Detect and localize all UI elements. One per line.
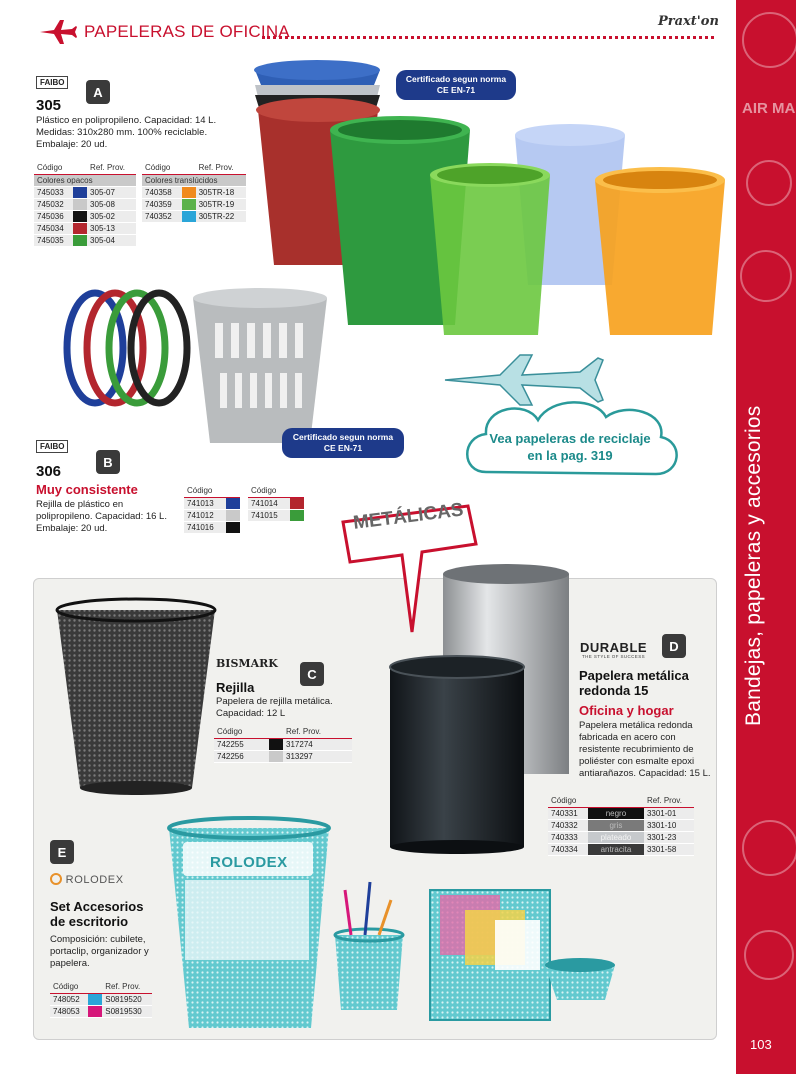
table-row <box>50 1005 152 1017</box>
cell-code: 740332 <box>548 819 588 831</box>
desc-line: portaclip, organizador y <box>50 946 149 957</box>
name-line: redonda 15 <box>579 683 649 698</box>
cell-code: 740334 <box>548 843 588 855</box>
color-swatch: antracita <box>588 843 644 855</box>
group-label: Colores translúcidos <box>142 174 246 186</box>
cell-code: 740331 <box>548 807 588 819</box>
cell-ref: 305-02 <box>87 210 136 222</box>
cell-code: 741015 <box>248 509 290 521</box>
col-header: Código <box>548 795 588 807</box>
product-code-b: 306 <box>36 463 62 480</box>
cell-code: 740352 <box>142 210 182 222</box>
table-c <box>214 726 352 763</box>
cell-ref: 305TR-19 <box>196 198 246 210</box>
product-desc-d <box>579 720 719 780</box>
black-mesh-bin-photo <box>52 598 220 798</box>
cell-ref: S0819530 <box>102 1005 152 1017</box>
cloud-note <box>470 430 670 464</box>
section-label: Bandejas, papeleras y accesorios <box>742 405 765 726</box>
product-name-e <box>50 899 143 929</box>
rolodex-logo-text: ROLODEX <box>65 874 124 886</box>
cert-line: CE EN-71 <box>323 443 363 453</box>
durable-tagline: THE STYLE OF SUCCESS <box>582 654 646 659</box>
cell-code: 748053 <box>50 1005 88 1017</box>
cell-ref: 305-08 <box>87 198 136 210</box>
rolodex-circle-icon <box>50 873 62 885</box>
table-b-2 <box>248 485 304 522</box>
cell-ref: 313297 <box>283 750 352 762</box>
cell-code: 740359 <box>142 198 182 210</box>
color-swatch <box>226 509 240 521</box>
color-swatch <box>73 222 87 234</box>
product-name-c: Rejilla <box>216 680 255 695</box>
postmark-stamp <box>742 12 798 68</box>
product-name-d <box>579 668 689 698</box>
cell-ref: 3301-10 <box>644 819 694 831</box>
table-row <box>142 210 246 222</box>
color-swatch: gris <box>588 819 644 831</box>
color-swatch <box>226 521 240 533</box>
cell-ref: S0819520 <box>102 993 152 1005</box>
badge-a: A <box>86 80 110 104</box>
table-e <box>50 981 152 1018</box>
col-header: Código <box>184 485 226 497</box>
color-swatch <box>182 210 196 222</box>
cell-code: 745036 <box>34 210 73 222</box>
airmail-stamp-text: AIR MAIL <box>742 100 809 117</box>
cell-code: 742255 <box>214 738 269 750</box>
postmark-stamp <box>746 160 792 206</box>
table-row <box>142 198 246 210</box>
badge-e: E <box>50 840 74 864</box>
col-header: Código <box>142 162 182 174</box>
product-subtitle-b: Muy consistente <box>36 482 138 497</box>
cell-code: 741014 <box>248 497 290 509</box>
cell-code: 745033 <box>34 186 73 198</box>
group-label: Colores opacos <box>34 174 136 186</box>
table-row <box>548 807 694 819</box>
page-title: PAPELERAS DE OFICINA <box>84 22 290 41</box>
table-row <box>34 210 136 222</box>
col-header: Código <box>248 485 290 497</box>
metal-bins-photo <box>385 562 575 852</box>
table-row <box>248 497 304 509</box>
desc-line: resistente recubrimiento de <box>579 744 694 755</box>
table-row <box>214 738 352 750</box>
name-line: Set Accesorios <box>50 899 144 914</box>
cell-code: 745035 <box>34 234 73 246</box>
color-swatch <box>88 993 102 1005</box>
cell-code: 741016 <box>184 521 226 533</box>
color-swatch <box>269 750 283 762</box>
cell-code: 740358 <box>142 186 182 198</box>
desc-line: papelera. <box>50 958 90 969</box>
color-swatch: plateado <box>588 831 644 843</box>
color-swatch: negro <box>588 807 644 819</box>
color-swatch <box>226 497 240 509</box>
badge-b: B <box>96 450 120 474</box>
cell-code: 748052 <box>50 993 88 1005</box>
table-row <box>34 198 136 210</box>
color-swatch <box>290 509 304 521</box>
product-desc-c <box>216 696 346 720</box>
desk-accessory-set-photo <box>165 820 645 1035</box>
table-b-1 <box>184 485 240 534</box>
sidebar <box>736 0 809 1074</box>
table-a-opacos <box>34 162 136 247</box>
color-swatch <box>88 1005 102 1017</box>
cloud-note-line: Vea papeleras de reciclaje <box>489 431 651 446</box>
cell-code: 745032 <box>34 198 73 210</box>
cell-ref: 305-13 <box>87 222 136 234</box>
cloud-note-line: en la pag. 319 <box>527 448 613 463</box>
desc-line: poliéster con esmalte epoxi <box>579 756 695 767</box>
cell-code: 741013 <box>184 497 226 509</box>
postmark-stamp <box>744 930 794 980</box>
faibo-logo: FAIBO <box>36 440 68 453</box>
cell-ref: 305TR-18 <box>196 186 246 198</box>
desc-line: Papelera metálica redonda <box>579 720 693 731</box>
desc-line: Papelera de rejilla metálica. <box>216 696 333 707</box>
desc-line: polipropileno. Capacidad: 16 L. <box>36 511 167 522</box>
cell-ref: 3301-58 <box>644 843 694 855</box>
color-swatch <box>73 210 87 222</box>
table-row <box>214 750 352 762</box>
desc-line: antiarañazos. Capacidad: 15 L. <box>579 768 711 779</box>
table-row <box>34 222 136 234</box>
cell-code: 740333 <box>548 831 588 843</box>
page-number: 103 <box>750 1037 772 1052</box>
color-swatch <box>73 186 87 198</box>
name-line: Papelera metálica <box>579 668 689 683</box>
cell-ref: 305TR-22 <box>196 210 246 222</box>
product-desc-e <box>50 934 170 970</box>
cell-code: 741012 <box>184 509 226 521</box>
color-swatch <box>182 198 196 210</box>
col-header: Código <box>34 162 73 174</box>
product-code-a: 305 <box>36 97 62 114</box>
col-header: Código <box>50 981 88 993</box>
cert-line: Certificado segun norma <box>405 74 507 84</box>
table-row <box>184 497 240 509</box>
product-desc-b <box>36 499 176 535</box>
desc-line: Embalaje: 20 ud. <box>36 523 108 534</box>
cert-tag-b <box>282 428 404 458</box>
cell-ref: 317274 <box>283 738 352 750</box>
table-row <box>184 509 240 521</box>
cell-ref: 305-04 <box>87 234 136 246</box>
brand-logo: Praxt'on <box>658 14 719 29</box>
airplane-icon <box>38 18 78 46</box>
desc-line: Composición: cubilete, <box>50 934 146 945</box>
col-header: Ref. Prov. <box>102 981 152 993</box>
color-swatch <box>73 198 87 210</box>
desc-line: Capacidad: 12 L <box>216 708 286 719</box>
rolodex-logo <box>50 873 124 886</box>
desc-line: Embalaje: 20 ud. <box>36 139 108 150</box>
airplane-icon <box>440 350 610 410</box>
bismark-logo: BISMARK <box>216 657 278 670</box>
table-row <box>142 186 246 198</box>
cell-ref: 3301-01 <box>644 807 694 819</box>
cell-ref: 3301-23 <box>644 831 694 843</box>
col-header: Ref. Prov. <box>644 795 694 807</box>
table-a-translucidos <box>142 162 246 223</box>
table-row <box>34 186 136 198</box>
product-desc-a <box>36 115 236 151</box>
table-row <box>248 509 304 521</box>
cell-ref: 305-07 <box>87 186 136 198</box>
col-header: Ref. Prov. <box>283 726 352 738</box>
cert-line: Certificado segun norma <box>292 432 394 442</box>
desc-line: Plástico en polipropileno. Capacidad: 14 L. <box>36 115 217 126</box>
badge-c: C <box>300 662 324 686</box>
desc-line: Rejilla de plástico en <box>36 499 124 510</box>
col-header: Código <box>214 726 269 738</box>
badge-d: D <box>662 634 686 658</box>
color-swatch <box>73 234 87 246</box>
color-swatch <box>269 738 283 750</box>
table-row <box>184 521 240 533</box>
rolodex-bin-label: ROLODEX <box>210 854 288 871</box>
cert-line: CE EN-71 <box>436 85 476 95</box>
faibo-logo: FAIBO <box>36 76 68 89</box>
color-swatch <box>182 186 196 198</box>
color-swatch <box>290 497 304 509</box>
col-header: Ref. Prov. <box>196 162 246 174</box>
cell-code: 742256 <box>214 750 269 762</box>
name-line: de escritorio <box>50 914 129 929</box>
table-row <box>34 234 136 246</box>
header-dotted-rule <box>262 36 714 39</box>
postmark-stamp <box>740 250 792 302</box>
postmark-stamp <box>742 820 798 876</box>
product-subtitle-d: Oficina y hogar <box>579 703 674 718</box>
desc-line: fabricada en acero con <box>579 732 676 743</box>
metalicas-label: METÁLICAS <box>352 499 465 534</box>
durable-logo: DURABLE <box>580 640 648 655</box>
table-row <box>50 993 152 1005</box>
cell-code: 745034 <box>34 222 73 234</box>
col-header: Ref. Prov. <box>87 162 136 174</box>
desc-line: Medidas: 310x280 mm. 100% reciclable. <box>36 127 208 138</box>
